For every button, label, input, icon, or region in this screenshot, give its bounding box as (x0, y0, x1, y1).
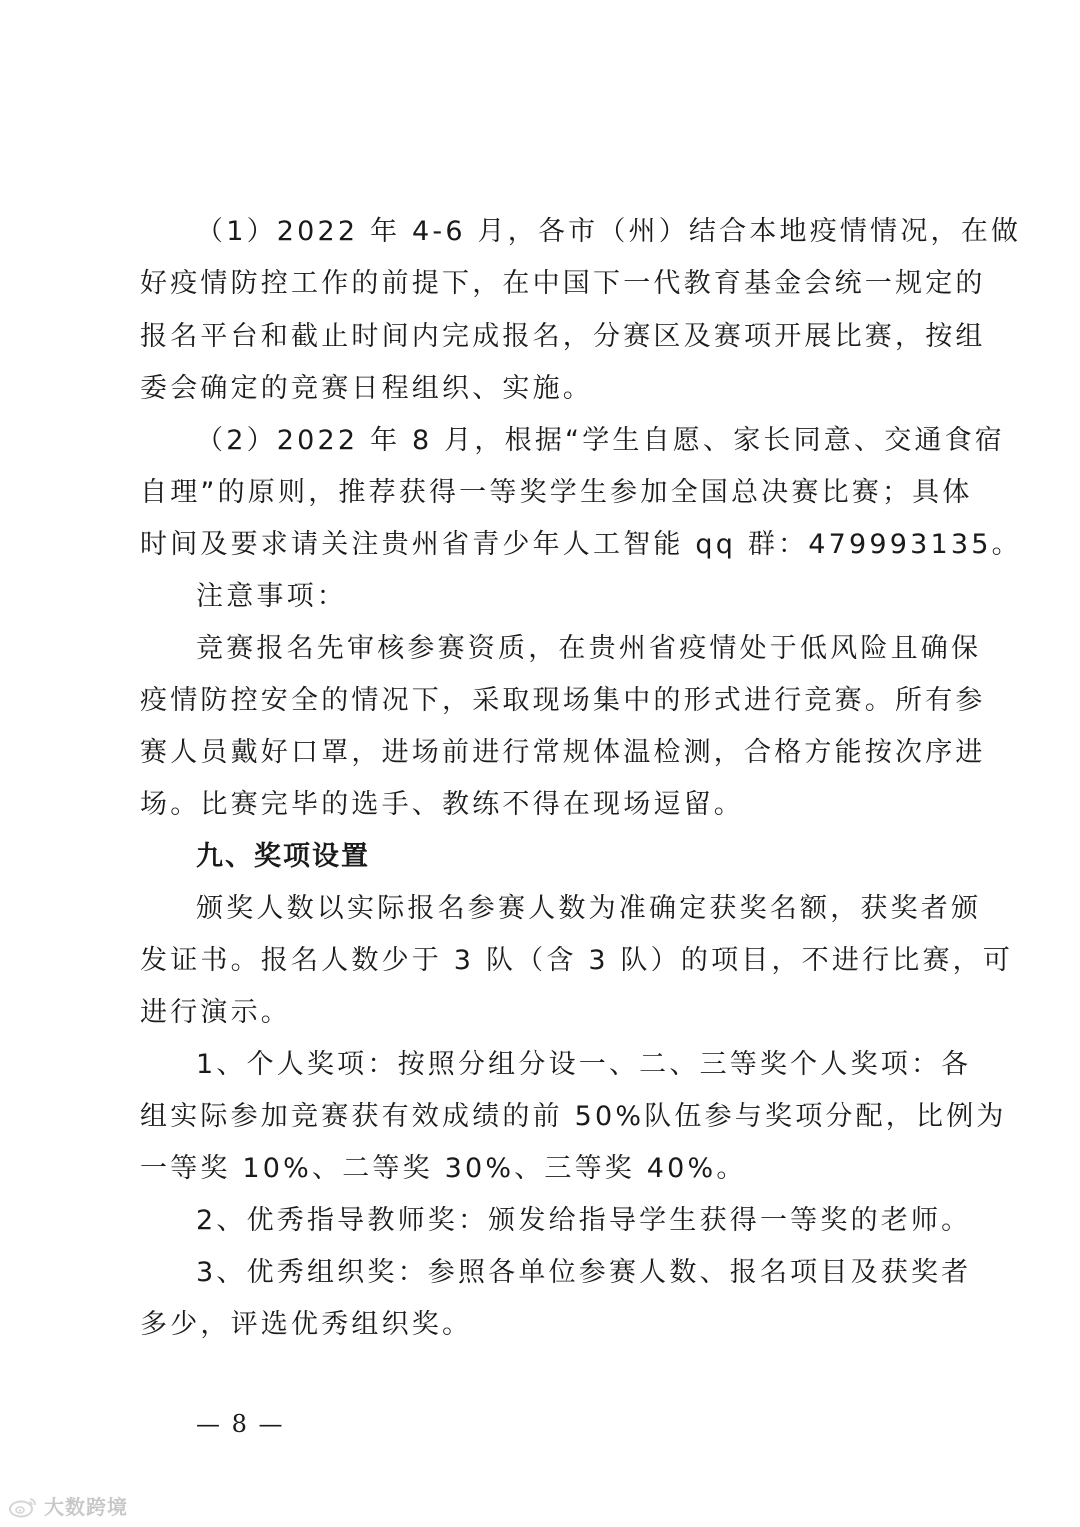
page-number: — 8 — (196, 1410, 285, 1438)
paragraph-line: 自理”的原则，推荐获得一等奖学生参加全国总决赛比赛；具体 (140, 477, 973, 508)
paragraph-line: 赛人员戴好口罩，进场前进行常规体温检测，合格方能按次序进 (140, 737, 986, 768)
notes-label: 注意事项： (196, 581, 347, 612)
paragraph-line: 多少，评选优秀组织奖。 (140, 1309, 473, 1340)
paragraph-line: 2、优秀指导教师奖：颁发给指导学生获得一等奖的老师。 (196, 1205, 972, 1236)
paragraph-line: 疫情防控安全的情况下，采取现场集中的形式进行竞赛。所有参 (140, 685, 986, 716)
paragraph-line: 颁奖人数以实际报名参赛人数为准确定获奖名额，获奖者颁 (196, 893, 982, 924)
paragraph-line: 进行演示。 (140, 997, 291, 1028)
paragraph-line: 委会确定的竞赛日程组织、实施。 (140, 373, 593, 404)
paragraph-line: （1）2022 年 4-6 月，各市（州）结合本地疫情情况，在做 (196, 216, 1022, 247)
paragraph-line: 发证书。报名人数少于 3 队（含 3 队）的项目，不进行比赛，可 (140, 945, 1014, 976)
paragraph-line: 报名平台和截止时间内完成报名，分赛区及赛项开展比赛，按组 (140, 321, 986, 352)
paragraph-line: 3、优秀组织奖：参照各单位参赛人数、报名项目及获奖者 (196, 1257, 972, 1288)
paragraph-line: 一等奖 10%、二等奖 30%、三等奖 40%。 (140, 1153, 747, 1184)
paragraph-line: 竞赛报名先审核参赛资质，在贵州省疫情处于低风险且确保 (196, 633, 982, 664)
weibo-logo-icon (8, 1496, 38, 1518)
paragraph-line: 1、个人奖项：按照分组分设一、二、三等奖个人奖项：各 (196, 1049, 972, 1080)
paragraph-line: 好疫情防控工作的前提下，在中国下一代教育基金会统一规定的 (140, 268, 986, 299)
watermark (8, 1494, 128, 1520)
paragraph-line: 场。比赛完毕的选手、教练不得在现场逗留。 (140, 789, 744, 820)
watermark-text: 大数跨境 (44, 1495, 128, 1519)
paragraph-line: （2）2022 年 8 月，根据“学生自愿、家长同意、交通食宿 (196, 425, 1006, 456)
paragraph-line: 时间及要求请关注贵州省青少年人工智能 qq 群：479993135。 (140, 529, 1022, 560)
paragraph-line: 组实际参加竞赛获有效成绩的前 50%队伍参与奖项分配，比例为 (140, 1101, 1007, 1132)
section-heading: 九、奖项设置 (196, 841, 370, 872)
